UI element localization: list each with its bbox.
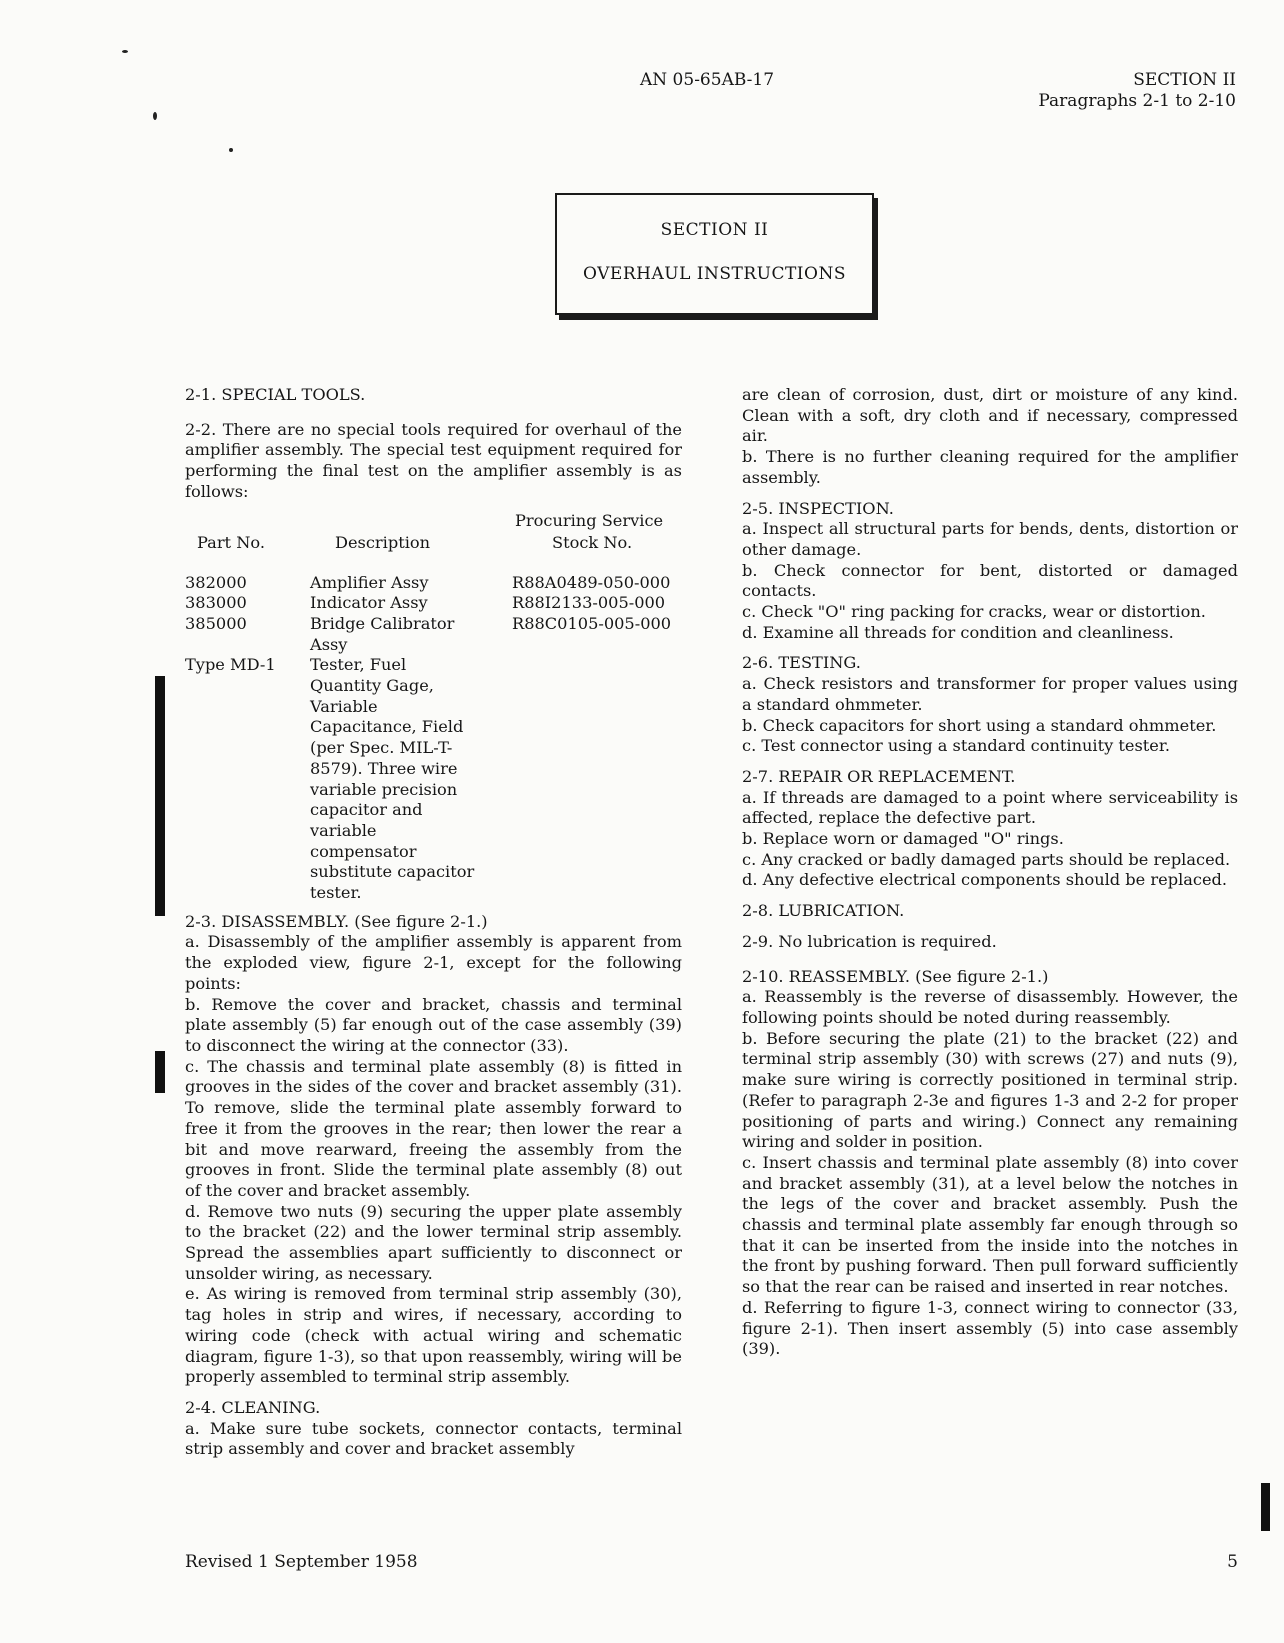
para-2-5b: b. Check connector for bent, distorted or damaged contacts. [742,560,1238,601]
table-row [185,593,682,614]
para-2-2: 2-2. There are no special tools required for overhaul of the amplifier assembly. The special test equipment required for performing the final test on the amplifier assembly is as follows: [185,419,682,501]
col-description: Description [335,532,431,552]
para-2-10b: b. Before securing the plate (21) to the bracket (22) and terminal strip assembly (30) with screws (27) and nuts (9), make sure wiring is correctly positioned in terminal strip. (Refer to paragraph 2-3e and figures 1-3 and 2-2 for proper positioning of parts and wiring.) Connect any remaining wiring and solder in position. [742,1028,1238,1152]
para-2-3a: a. Disassembly of the amplifier assembly is apparent from the exploded view, figure 2-1, except for the following points: [185,932,682,993]
para-2-5d: d. Examine all threads for condition and cleanliness. [742,622,1174,642]
heading-2-4: 2-4. CLEANING. [185,1397,321,1417]
heading-2-1: 2-1. SPECIAL TOOLS. [185,385,366,404]
para-2-9: 2-9. No lubrication is required. [742,931,997,951]
stock-number: R88C0105-005-000 [512,613,672,633]
heading-2-6: 2-6. TESTING. [742,653,861,673]
part-number: 383000 [185,593,247,613]
change-bar [1261,1483,1270,1531]
table-row [185,573,682,594]
part-number: 385000 [185,613,247,633]
header-section-title: SECTION II [1133,70,1236,90]
header-paragraphs: Paragraphs 2-1 to 2-10 [1038,91,1236,111]
table-row [185,614,682,655]
revision-date: Revised 1 September 1958 [185,1552,418,1572]
scan-speck [122,50,128,53]
table-row [185,655,682,903]
para-2-7d: d. Any defective electrical components should be replaced. [742,870,1228,890]
stock-number: R88I2133-005-000 [512,593,666,613]
section-subtitle: OVERHAUL INSTRUCTIONS [583,264,846,284]
para-2-3b: b. Remove the cover and bracket, chassis and terminal plate assembly (5) far enough out of the case assembly (39) to disconnect the wiring at the connector (33). [185,994,682,1055]
scan-speck [229,148,233,152]
header-section [1038,70,1236,112]
para-2-7c: c. Any cracked or badly damaged parts should be replaced. [742,849,1231,869]
part-description: Bridge Calibrator Assy [310,613,455,654]
heading-2-8: 2-8. LUBRICATION. [742,901,905,921]
right-column [742,385,1238,1360]
section-title: SECTION II [660,220,769,240]
part-description: Amplifier Assy [310,572,429,592]
para-2-10a: a. Reassembly is the reverse of disassembly. However, the following points should be noted during reassembly. [742,987,1238,1027]
para-2-7b: b. Replace worn or damaged "O" rings. [742,829,1064,849]
change-bar [155,676,165,916]
para-2-4a-continued: are clean of corrosion, dust, dirt or moisture of any kind. Clean with a soft, dry cloth and if necessary, compressed air. [742,385,1238,446]
part-number: 382000 [185,572,247,592]
heading-2-3: 2-3. DISASSEMBLY. (See figure 2-1.) [185,911,488,931]
para-2-3d: d. Remove two nuts (9) securing the upper plate assembly to the bracket (22) and the lower terminal strip assembly. Spread the assemblies apart sufficiently to disconnect or unsolder wiring, as necessary. [185,1201,682,1283]
stock-number: R88A0489-050-000 [512,572,671,592]
scan-speck [153,112,157,120]
col-part-no: Part No. [197,532,265,552]
change-bar [155,1051,165,1093]
para-2-3c: c. The chassis and terminal plate assembly (8) is fitted in grooves in the sides of the cover and bracket assembly (31). To remove, slide the terminal plate assembly forward to free it from the grooves in the rear; then lower the rear a bit and move rearward, freeing the assembly from the grooves in front. Slide the terminal plate assembly (8) out of the cover and bracket assembly. [185,1056,682,1200]
para-2-6b: b. Check capacitors for short using a standard ohmmeter. [742,715,1217,735]
section-title-box [555,193,874,315]
tools-table-header [185,511,682,555]
para-2-5a: a. Inspect all structural parts for bends, dents, distortion or other damage. [742,519,1238,559]
heading-2-7: 2-7. REPAIR OR REPLACEMENT. [742,766,1016,786]
para-2-10c: c. Insert chassis and terminal plate assembly (8) into cover and bracket assembly (31), at a level below the notches in the legs of the cover and bracket assembly. Push the chassis and terminal plate assembly far enough through so that it can be inserted from the inside into the notches in the front by pushing forward. Then pull forward sufficiently so that the rear can be raised and inserted in rear notches. [742,1152,1238,1297]
page-number: 5 [1227,1552,1238,1572]
para-2-6c: c. Test connector using a standard continuity tester. [742,736,1170,756]
part-description: Indicator Assy [310,593,428,613]
para-2-3e: e. As wiring is removed from terminal strip assembly (30), tag holes in strip and wires, if necessary, according to wiring code (check with actual wiring and schematic diagram, figure 1-3), so that upon reassembly, wiring will be properly assembled to terminal strip assembly. [185,1284,682,1387]
para-2-10d: d. Referring to figure 1-3, connect wiring to connector (33, figure 2-1). Then insert assembly (5) into case assembly (39). [742,1297,1238,1359]
col-stock-line2: Stock No. [552,532,633,552]
para-2-4a: a. Make sure tube sockets, connector contacts, terminal strip assembly and cover and bracket assembly [185,1418,682,1459]
para-2-5c: c. Check "O" ring packing for cracks, wear or distortion. [742,602,1206,622]
para-2-7a: a. If threads are damaged to a point where serviceability is affected, replace the defective part. [742,787,1238,828]
col-stock-line1: Procuring Service [515,510,664,530]
heading-2-10: 2-10. REASSEMBLY. (See figure 2-1.) [742,966,1049,986]
part-description: Tester, Fuel Quantity Gage, Variable Capacitance, Field (per Spec. MIL-T-8579). Three wire variable precision capacitor and variable compensator substitute capacitor tester. [310,655,475,903]
heading-2-5: 2-5. INSPECTION. [742,498,894,518]
part-number: Type MD-1 [185,655,276,675]
para-2-6a: a. Check resistors and transformer for proper values using a standard ohmmeter. [742,674,1238,714]
document-number: AN 05-65AB-17 [640,70,775,90]
para-2-4b: b. There is no further cleaning required for the amplifier assembly. [742,447,1238,487]
left-column [185,385,682,1460]
